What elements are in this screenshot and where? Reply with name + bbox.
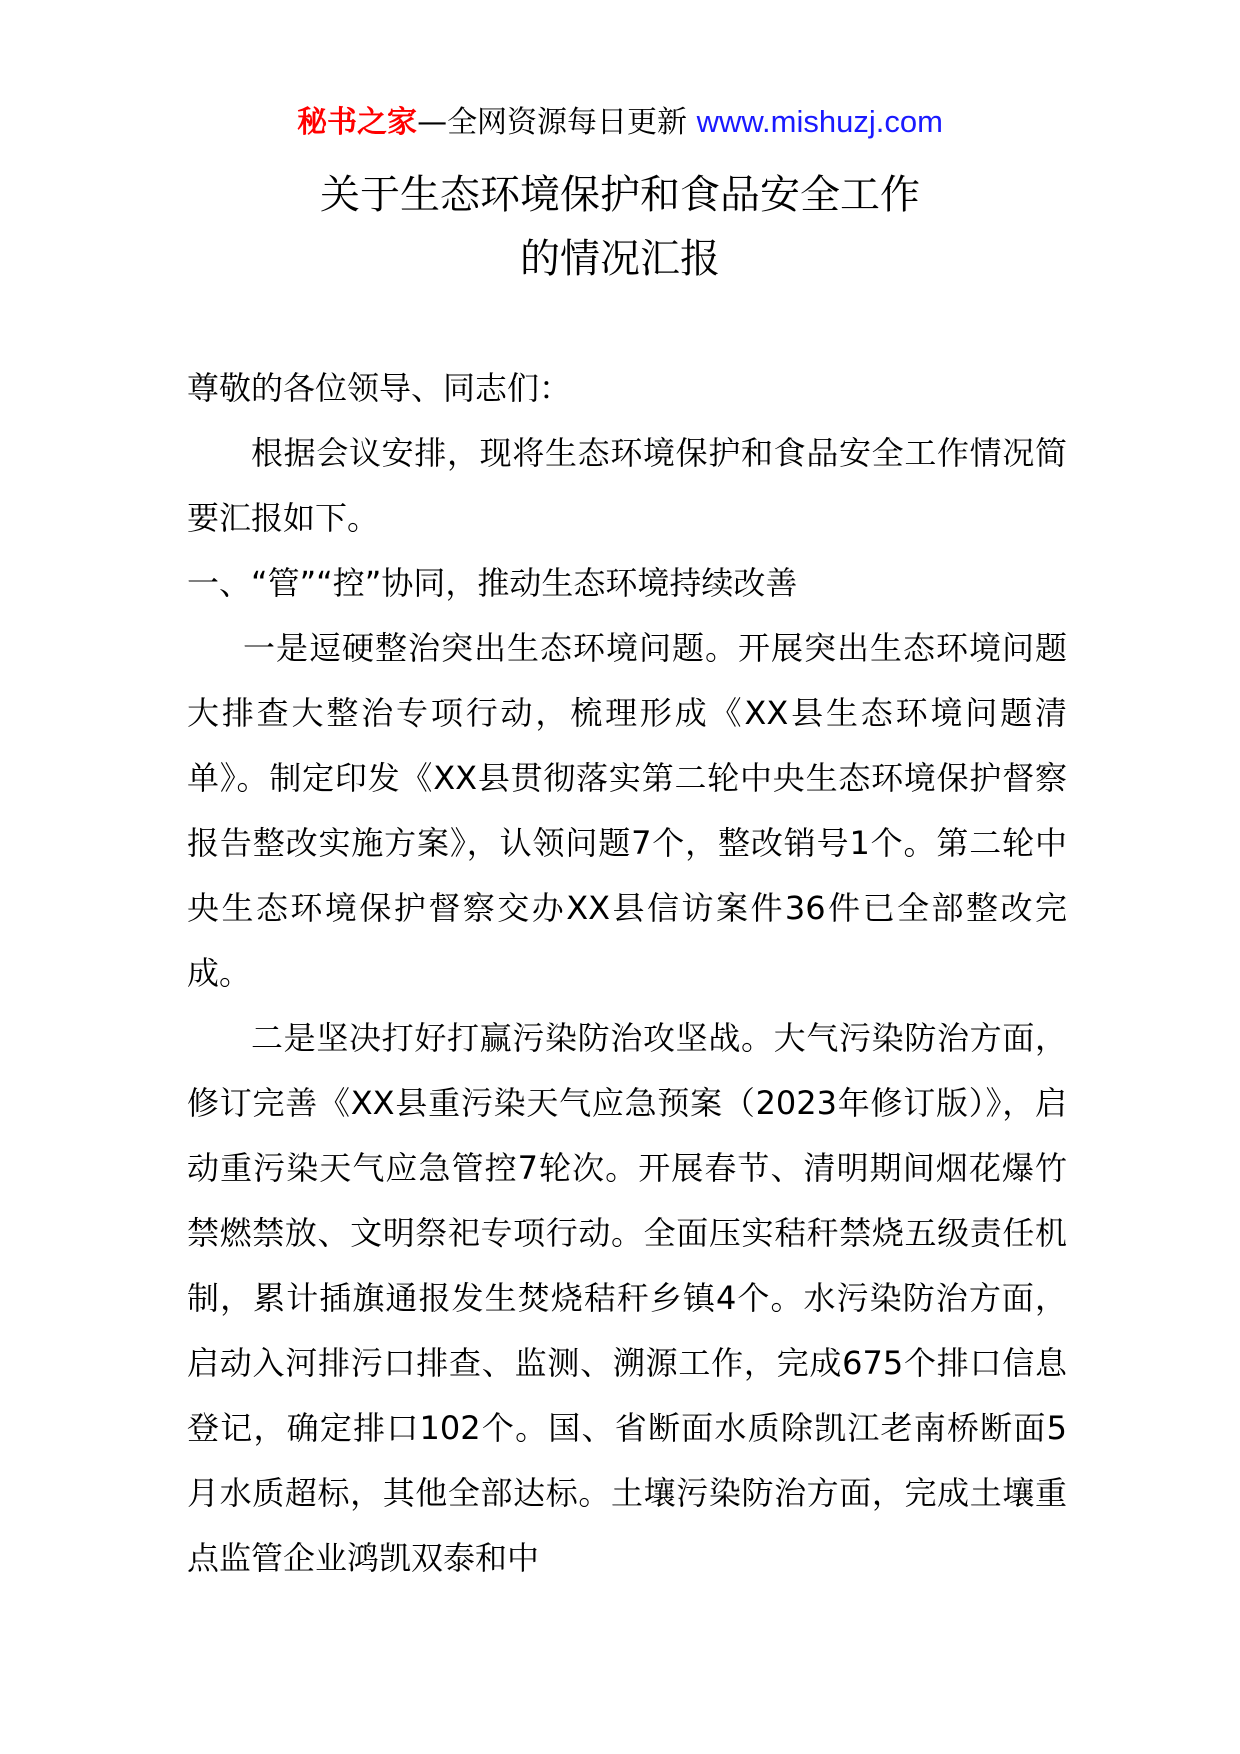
paragraph-1: 一是逗硬整治突出生态环境问题。开展突出生态环境问题大排查大整治专项行动，梳理形成《XX县生态环境问题清单》。制定印发《XX县贯彻落实第二轮中央生态环境保护督察报告整改实施方案》，认领问题7个，整改销号1个。第二轮中央生态环境保护督察交办XX县信访案件36件已全部整改完成。 — [187, 629, 1067, 992]
section-heading-1: 一、“管”“控”协同，推动生态环境持续改善 — [187, 564, 798, 602]
document-title-line2: 的情况汇报 — [520, 236, 720, 282]
brand-name: 秘书之家 — [297, 105, 418, 140]
salutation: 尊敬的各位领导、同志们： — [187, 369, 572, 407]
site-header — [0, 100, 1240, 145]
paragraph-2: 二是坚决打好打赢污染防治攻坚战。大气污染防治方面，修订完善《XX县重污染天气应急预案（2023年修订版）》，启动重污染天气应急管控7轮次。开展春节、清明期间烟花爆竹禁燃禁放、文明祭祀专项行动。全面压实秸秆禁烧五级责任机制，累计插旗通报发生焚烧秸秆乡镇4个。水污染防治方面，启动入河排污口排查、监测、溯源工作，完成675个排口信息登记，确定排口102个。国、省断面水质除凯江老南桥断面5月水质超标，其他全部达标。土壤污染防治方面，完成土壤重点监管企业鸿凯双泰和中 — [187, 1019, 1067, 1577]
site-url[interactable]: www.mishuzj.com — [696, 104, 943, 139]
document-body — [187, 356, 1067, 1591]
header-slogan: —全网资源每日更新 — [417, 105, 697, 140]
document-title-line1: 关于生态环境保护和食品安全工作 — [320, 172, 920, 218]
intro-paragraph: 根据会议安排，现将生态环境保护和食品安全工作情况简要汇报如下。 — [187, 434, 1067, 537]
